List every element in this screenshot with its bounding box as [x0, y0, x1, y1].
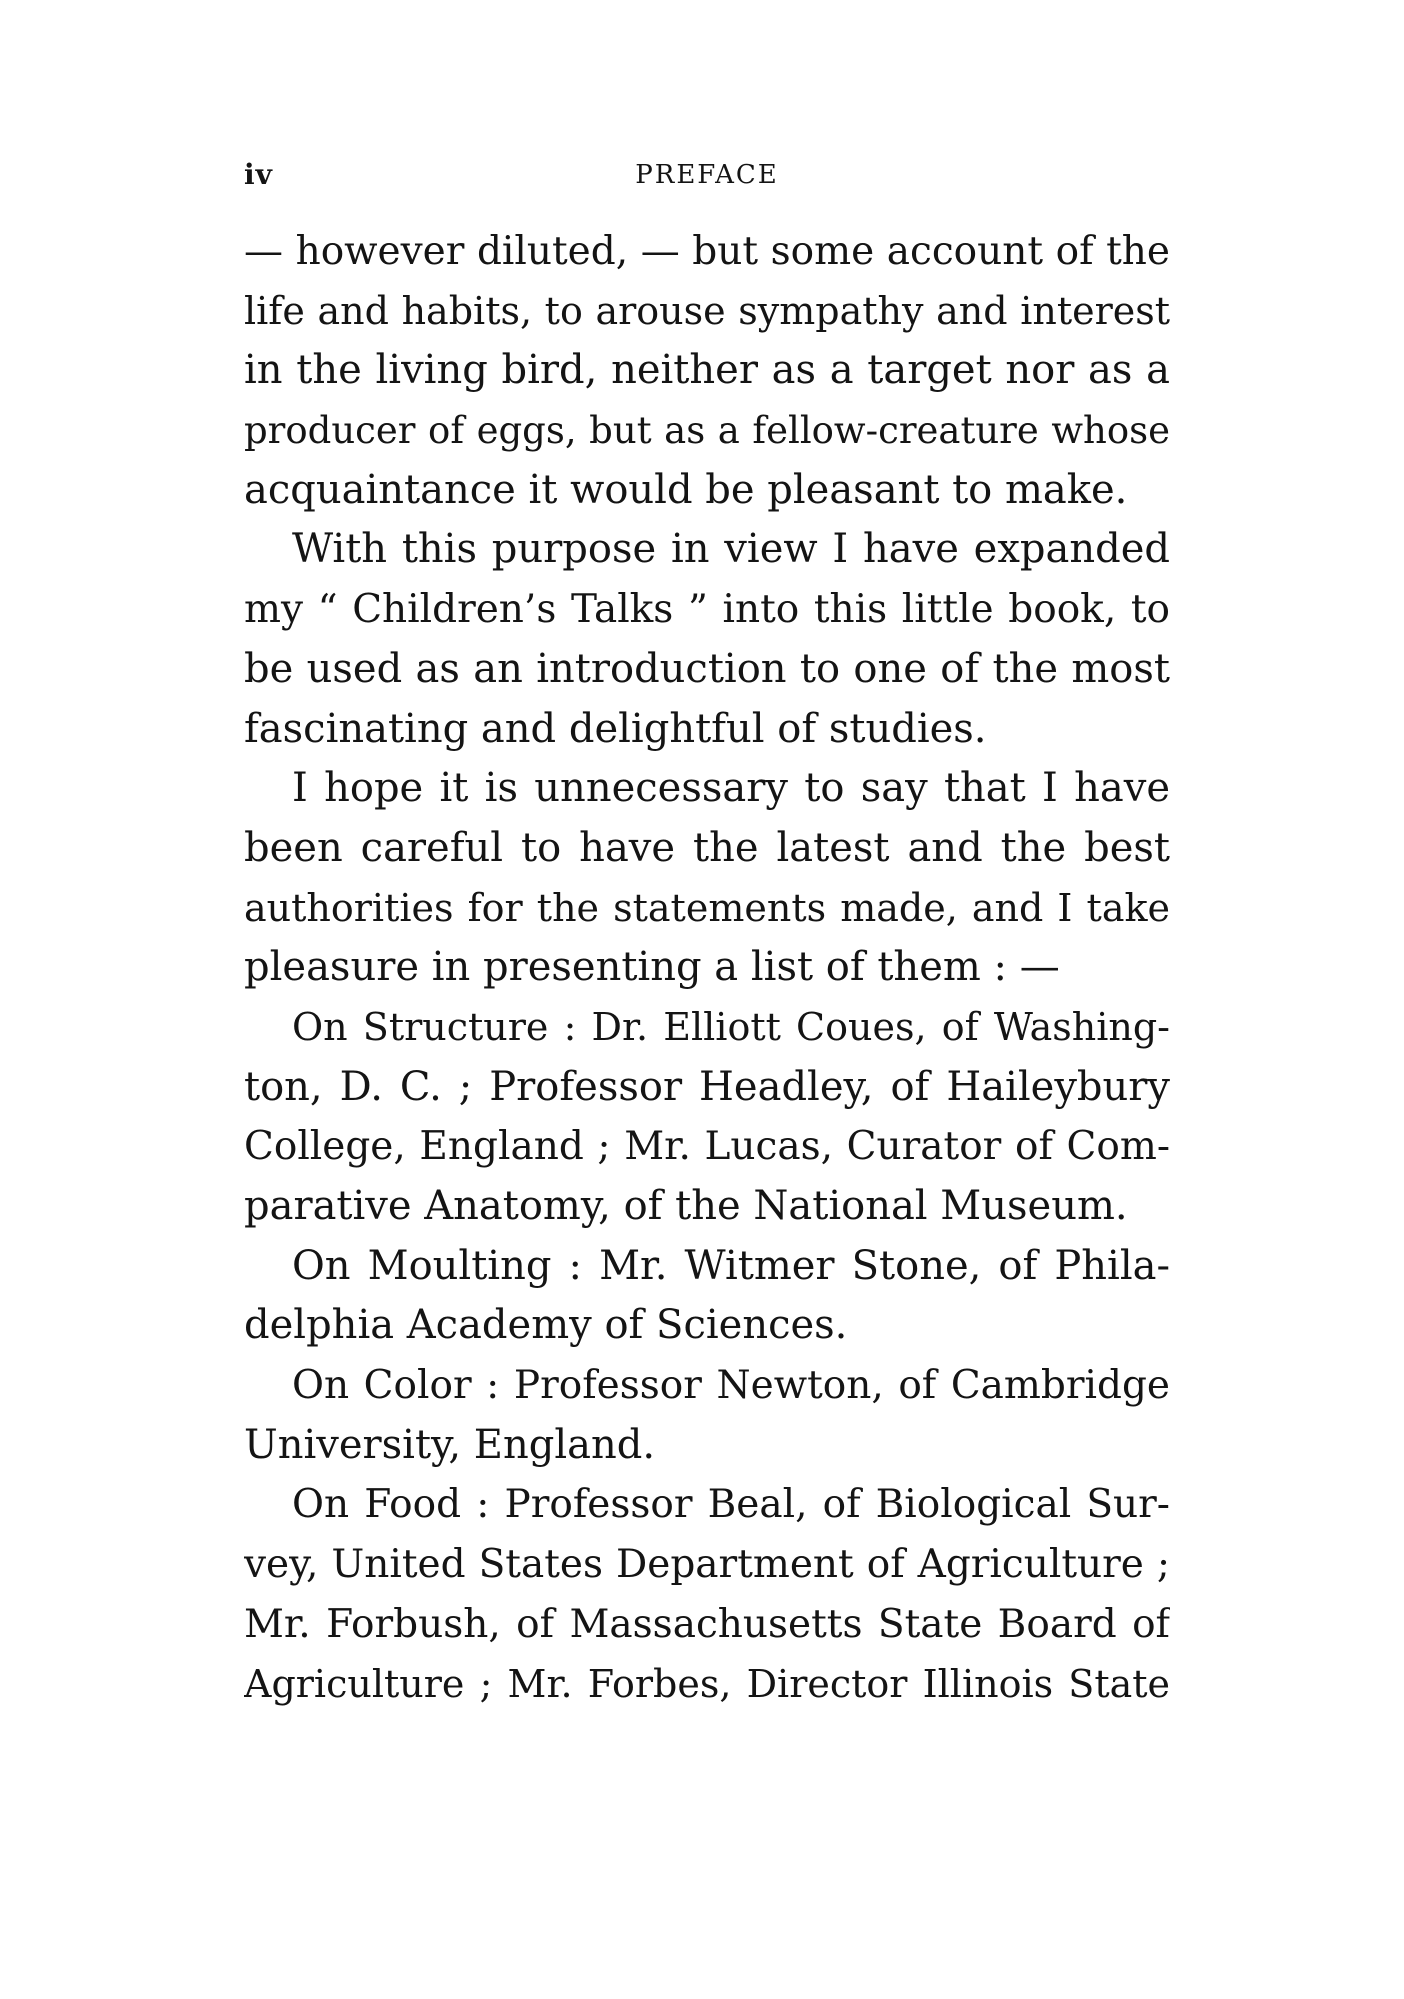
text-line: fascinating and delightful of studies. — [244, 705, 987, 752]
text-line: University, England. — [244, 1421, 656, 1468]
text-line: With this purpose in view I have expanded — [292, 526, 1170, 573]
text-line: authorities for the statements made, and I take — [244, 885, 1170, 930]
text-line: Agriculture ; Mr. Forbes, Director Illinois State — [244, 1661, 1170, 1706]
text-line: acquaintance it would be pleasant to make. — [244, 466, 1128, 513]
text-line: life and habits, to arouse sympathy and interest — [244, 288, 1170, 333]
text-line: been careful to have the latest and the best — [244, 824, 1170, 871]
text-line: College, England ; Mr. Lucas, Curator of Com- — [244, 1124, 1170, 1170]
body-text — [244, 222, 1170, 1714]
text-line: — however diluted, — but some account of the — [244, 229, 1170, 274]
text-line: delphia Academy of Sciences. — [244, 1302, 848, 1349]
text-line: ton, D. C. ; Professor Headley, of Haileybury — [244, 1063, 1170, 1110]
text-line: Mr. Forbush, of Massachusetts State Board of — [244, 1601, 1170, 1647]
text-line: parative Anatomy, of the National Museum. — [244, 1183, 1128, 1229]
text-line: be used as an introduction to one of the most — [244, 645, 1170, 692]
page-number: iv — [244, 158, 273, 191]
text-line: producer of eggs, but as a fellow-creature whose — [244, 409, 1170, 453]
text-line: in the living bird, neither as a target nor as a — [244, 347, 1170, 394]
text-line: pleasure in presenting a list of them : — — [244, 944, 1060, 991]
text-line: vey, United States Department of Agriculture ; — [244, 1542, 1170, 1588]
running-head — [244, 158, 1170, 198]
text-line: On Food : Professor Beal, of Biological Sur- — [292, 1482, 1170, 1528]
text-line: On Structure : Dr. Elliott Coues, of Washing- — [292, 1004, 1170, 1049]
text-line: On Moulting : Mr. Witmer Stone, of Phila- — [292, 1242, 1170, 1289]
text-line: On Color : Professor Newton, of Cambridge — [292, 1363, 1170, 1409]
text-line: my “ Children’s Talks ” into this little book, to — [244, 587, 1170, 633]
text-line: I hope it is unnecessary to say that I have — [292, 765, 1170, 812]
running-title: PREFACE — [635, 160, 779, 190]
